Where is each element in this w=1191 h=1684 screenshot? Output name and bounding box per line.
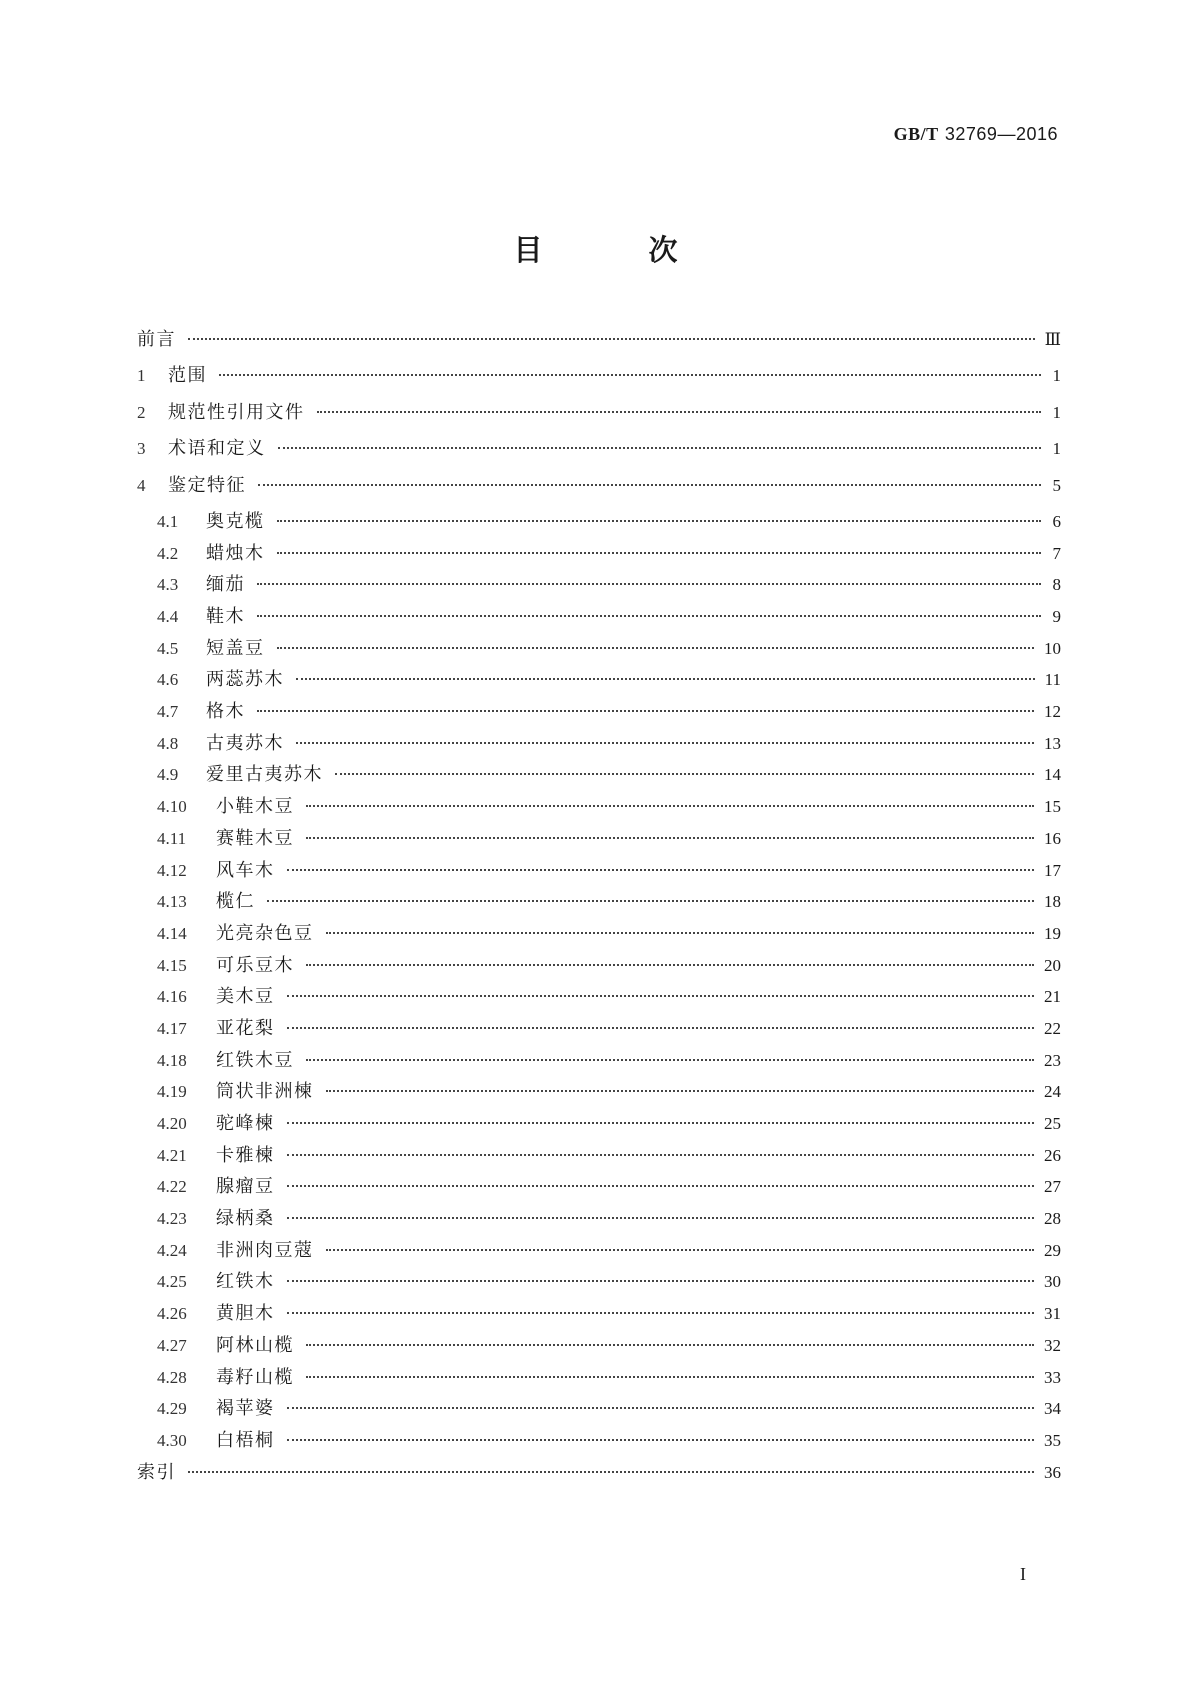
toc-entry[interactable]: [137, 697, 1061, 729]
toc-leader-dots: [287, 1280, 1035, 1282]
toc-entry-number: 4.17: [157, 1018, 187, 1038]
toc-entry-number: 4.18: [157, 1050, 187, 1070]
toc-entry-label: 筒状非洲楝: [216, 1081, 314, 1103]
toc-entry[interactable]: [137, 1458, 1061, 1494]
toc-leader-dots: [188, 338, 1035, 340]
toc-entry-page: 17: [1044, 860, 1061, 880]
toc-leader-dots: [277, 520, 1042, 522]
toc-entry-page: 21: [1044, 987, 1061, 1007]
toc-entry[interactable]: [137, 792, 1061, 824]
toc-entry[interactable]: [137, 602, 1061, 634]
toc-entry-number: 4.23: [157, 1209, 187, 1229]
toc-entry[interactable]: [137, 1267, 1061, 1299]
toc-leader-dots: [317, 411, 1042, 413]
toc-entry-label: 范围: [168, 365, 207, 387]
toc-entry-number: 4.6: [157, 670, 179, 690]
toc-entry-number: 4.29: [157, 1399, 187, 1419]
toc-entry[interactable]: [137, 1141, 1061, 1173]
toc-entry[interactable]: [137, 1077, 1061, 1109]
toc-entry-page: 23: [1044, 1050, 1061, 1070]
toc-entry-label: 黄胆木: [216, 1303, 275, 1325]
toc-entry[interactable]: [137, 361, 1061, 397]
toc-leader-dots: [267, 900, 1034, 902]
toc-leader-dots: [326, 932, 1035, 934]
toc-entry-page: 27: [1044, 1177, 1061, 1197]
toc-leader-dots: [326, 1249, 1035, 1251]
toc-entry-number: 4.16: [157, 987, 187, 1007]
toc-entry[interactable]: [137, 398, 1061, 434]
toc-entry[interactable]: [137, 824, 1061, 856]
toc-entry-label: 可乐豆木: [216, 954, 294, 976]
toc-leader-dots: [326, 1090, 1035, 1092]
toc-entry-page: 28: [1044, 1209, 1061, 1229]
toc-entry-label: 鞋木: [206, 606, 245, 628]
standard-prefix: GB/T: [893, 124, 939, 144]
toc-entry[interactable]: [137, 1046, 1061, 1078]
toc-leader-dots: [219, 374, 1041, 376]
toc-entry-number: 4.21: [157, 1145, 187, 1165]
toc-entry[interactable]: [137, 1331, 1061, 1363]
toc-entry-number: 4.1: [157, 511, 179, 531]
toc-entry[interactable]: [137, 729, 1061, 761]
toc-entry-page: 20: [1044, 955, 1061, 975]
toc-entry-label: 小鞋木豆: [216, 796, 294, 818]
toc-entry-page: 25: [1044, 1114, 1061, 1134]
toc-entry[interactable]: [137, 856, 1061, 888]
toc-entry-number: 4.15: [157, 955, 187, 975]
toc-entry-page: 10: [1044, 638, 1061, 658]
toc-leader-dots: [287, 1439, 1035, 1441]
toc-leader-dots: [296, 742, 1034, 744]
toc-entry-number: 4.30: [157, 1430, 187, 1450]
toc-entry-label: 腺瘤豆: [216, 1176, 275, 1198]
toc-leader-dots: [287, 995, 1035, 997]
toc-leader-dots: [306, 805, 1034, 807]
toc-entry-number: 4.9: [157, 765, 179, 785]
toc-entry-number: 4.8: [157, 733, 179, 753]
toc-entry-number: 4.24: [157, 1240, 187, 1260]
toc-leader-dots: [287, 1154, 1035, 1156]
toc-entry-number: 3: [137, 439, 146, 459]
toc-entry-label: 两蕊苏木: [206, 669, 284, 691]
toc-leader-dots: [277, 552, 1042, 554]
toc-entry-number: 4.12: [157, 860, 187, 880]
toc-entry-page: 16: [1044, 828, 1061, 848]
standard-code: [894, 124, 1058, 145]
toc-leader-dots: [306, 964, 1034, 966]
toc-entry-label: 奥克榄: [206, 510, 265, 532]
toc-entry-number: 4.3: [157, 575, 179, 595]
toc-entry[interactable]: [137, 1394, 1061, 1426]
toc-entry-label: 亚花梨: [216, 1017, 275, 1039]
toc-entry-page: 13: [1044, 733, 1061, 753]
table-of-contents: [137, 325, 1061, 1494]
toc-entry-number: 4.5: [157, 638, 179, 658]
toc-entry-page: 35: [1044, 1430, 1061, 1450]
toc-entry-label: 短盖豆: [206, 637, 265, 659]
toc-leader-dots: [287, 1027, 1035, 1029]
toc-entry-page: 1: [1052, 366, 1061, 386]
toc-entry-page: 32: [1044, 1335, 1061, 1355]
toc-entry-page: 18: [1044, 892, 1061, 912]
toc-entry-page: 19: [1044, 923, 1061, 943]
toc-entry-label: 阿林山榄: [216, 1334, 294, 1356]
toc-leader-dots: [335, 773, 1034, 775]
toc-entry[interactable]: [137, 1426, 1061, 1458]
toc-entry-label: 古夷苏木: [206, 732, 284, 754]
toc-entry[interactable]: [137, 1014, 1061, 1046]
toc-entry-label: 榄仁: [216, 891, 255, 913]
toc-leader-dots: [257, 710, 1034, 712]
toc-entry-label: 红铁木: [216, 1271, 275, 1293]
toc-leader-dots: [258, 484, 1041, 486]
toc-entry-label: 格木: [206, 701, 245, 723]
toc-entry-label: 术语和定义: [168, 438, 266, 460]
toc-entry-number: 4.22: [157, 1177, 187, 1197]
toc-entry-number: 4.10: [157, 797, 187, 817]
toc-entry[interactable]: [137, 539, 1061, 571]
toc-entry-number: 4.7: [157, 702, 179, 722]
toc-entry-label: 蜡烛木: [206, 542, 265, 564]
toc-entry-number: 2: [137, 402, 146, 422]
toc-leader-dots: [287, 1312, 1035, 1314]
toc-entry[interactable]: [137, 951, 1061, 983]
toc-entry[interactable]: [137, 760, 1061, 792]
toc-leader-dots: [257, 615, 1041, 617]
toc-entry[interactable]: [137, 919, 1061, 951]
toc-entry[interactable]: [137, 1236, 1061, 1268]
page-number: I: [1020, 1564, 1026, 1584]
toc-entry-page: 1: [1052, 402, 1061, 422]
toc-entry-number: 4.14: [157, 923, 187, 943]
toc-leader-dots: [277, 647, 1035, 649]
toc-leader-dots: [287, 1217, 1035, 1219]
toc-entry-page: 5: [1052, 475, 1061, 495]
toc-entry-page: 1: [1052, 439, 1061, 459]
toc-entry-label: 绿柄桑: [216, 1208, 275, 1230]
toc-entry-number: 4.27: [157, 1335, 187, 1355]
toc-entry[interactable]: [137, 982, 1061, 1014]
toc-entry-label: 褐苹婆: [216, 1398, 275, 1420]
toc-entry[interactable]: [137, 887, 1061, 919]
toc-entry-label: 驼峰楝: [216, 1113, 275, 1135]
toc-entry-page: 9: [1052, 607, 1061, 627]
toc-leader-dots: [306, 1376, 1034, 1378]
toc-entry-number: 4.20: [157, 1114, 187, 1134]
toc-entry[interactable]: [137, 434, 1061, 470]
toc-entry-number: 1: [137, 366, 146, 386]
toc-entry-page: 22: [1044, 1018, 1061, 1038]
toc-entry-page: 26: [1044, 1145, 1061, 1165]
toc-entry-page: 31: [1044, 1304, 1061, 1324]
toc-entry-label: 毒籽山榄: [216, 1366, 294, 1388]
toc-leader-dots: [306, 1344, 1034, 1346]
toc-entry-page: Ⅲ: [1044, 330, 1061, 349]
toc-entry-page: 8: [1052, 575, 1061, 595]
toc-entry-label: 卡雅楝: [216, 1144, 275, 1166]
toc-entry-label: 风车木: [216, 859, 275, 881]
toc-leader-dots: [278, 447, 1042, 449]
toc-entry[interactable]: [137, 1363, 1061, 1395]
toc-entry[interactable]: [137, 507, 1061, 539]
toc-leader-dots: [188, 1471, 1034, 1473]
page-title: 目 次: [513, 233, 726, 267]
toc-entry-number: 4.25: [157, 1272, 187, 1292]
toc-leader-dots: [287, 869, 1035, 871]
toc-leader-dots: [287, 1122, 1035, 1124]
toc-entry-number: 4.4: [157, 607, 179, 627]
toc-entry-page: 6: [1052, 511, 1061, 531]
toc-entry-label: 白梧桐: [216, 1429, 275, 1451]
toc-entry-page: 36: [1044, 1462, 1061, 1482]
toc-entry-page: 11: [1044, 670, 1061, 690]
toc-entry-page: 30: [1044, 1272, 1061, 1292]
toc-entry[interactable]: [137, 471, 1061, 507]
toc-entry[interactable]: [137, 1204, 1061, 1236]
toc-leader-dots: [306, 837, 1034, 839]
toc-entry-number: 4.11: [157, 828, 187, 848]
toc-entry[interactable]: [137, 1109, 1061, 1141]
toc-entry-number: 4.13: [157, 892, 187, 912]
toc-entry[interactable]: [137, 570, 1061, 602]
toc-entry[interactable]: [137, 1299, 1061, 1331]
toc-entry-label: 光亮杂色豆: [216, 922, 314, 944]
toc-entry-number: 4.19: [157, 1082, 187, 1102]
toc-entry-label: 非洲肉豆蔻: [216, 1239, 314, 1261]
toc-entry-label: 缅茄: [206, 574, 245, 596]
toc-entry[interactable]: [137, 634, 1061, 666]
toc-entry-label: 红铁木豆: [216, 1049, 294, 1071]
toc-entry[interactable]: [137, 665, 1061, 697]
toc-entry-page: 15: [1044, 797, 1061, 817]
toc-entry-label: 美木豆: [216, 986, 275, 1008]
toc-entry-label: 索引: [137, 1461, 176, 1483]
toc-entry-number: 4.2: [157, 543, 179, 563]
toc-leader-dots: [287, 1407, 1035, 1409]
toc-entry-label: 规范性引用文件: [168, 401, 305, 423]
toc-entry[interactable]: [137, 1172, 1061, 1204]
toc-entry-label: 鉴定特征: [168, 474, 246, 496]
toc-leader-dots: [296, 678, 1035, 680]
toc-entry-label: 赛鞋木豆: [216, 827, 294, 849]
standard-number: 32769—2016: [944, 124, 1058, 144]
toc-leader-dots: [257, 583, 1041, 585]
toc-entry-label: 前言: [137, 329, 176, 350]
toc-entry-number: 4.26: [157, 1304, 187, 1324]
toc-entry-page: 12: [1044, 702, 1061, 722]
toc-entry-label: 爱里古夷苏木: [206, 764, 323, 786]
toc-entry-page: 29: [1044, 1240, 1061, 1260]
toc-entry-page: 14: [1044, 765, 1061, 785]
toc-entry-page: 24: [1044, 1082, 1061, 1102]
toc-entry-page: 33: [1044, 1367, 1061, 1387]
toc-entry-number: 4: [137, 475, 146, 495]
toc-leader-dots: [306, 1059, 1034, 1061]
toc-entry[interactable]: [137, 325, 1061, 361]
toc-leader-dots: [287, 1185, 1035, 1187]
toc-entry-page: 7: [1052, 543, 1061, 563]
toc-entry-page: 34: [1044, 1399, 1061, 1419]
toc-entry-number: 4.28: [157, 1367, 187, 1387]
